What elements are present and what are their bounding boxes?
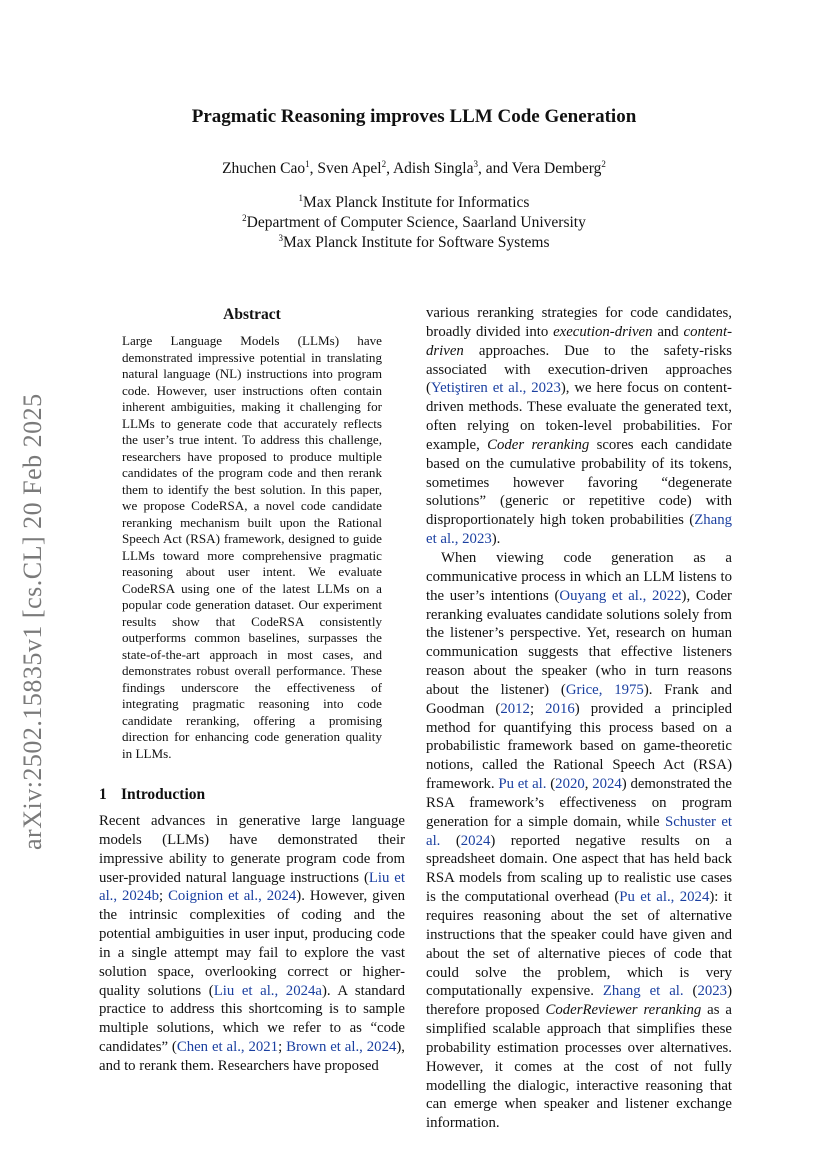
- author-name: Sven Apel: [317, 160, 382, 177]
- text-run: ). A standard practice to address this shortcoming is to sample multiple solutions, which we refer to as “code candidates” (: [99, 982, 405, 1056]
- abstract-heading: Abstract: [223, 306, 281, 323]
- intro-paragraph-1-part-a: [99, 812, 405, 1076]
- affiliation-list: [0, 193, 828, 253]
- author-name: Vera Demberg: [511, 160, 602, 177]
- citation-link[interactable]: Grice, 1975: [565, 681, 644, 698]
- citation-link[interactable]: Coignion et al., 2024: [168, 888, 297, 905]
- text-run: approaches. Due to the safety-risks associated with execution-driven approaches (: [426, 342, 732, 397]
- text-run: ;: [159, 888, 169, 905]
- text-run: ), Coder reranking evaluates candidate solutions solely from the listener’s perspective. Yet, research on human communication suggests that effective listeners reason about the speaker (who in turn reasons about the listener) (: [426, 587, 732, 698]
- text-run: and: [652, 323, 684, 340]
- text-run: ) reported negative results on a spreadsheet domain. One aspect that has held back RSA models from scaling up to realistic use cases is the computational overhead (: [426, 832, 732, 906]
- text-run: ,: [584, 776, 593, 793]
- citation-link[interactable]: 2016: [545, 700, 575, 717]
- affiliation-name: Department of Computer Science, Saarland University: [246, 214, 586, 231]
- left-column: [99, 306, 405, 1076]
- text-run: ), we here focus on content-driven methods. These evaluate the generated text, often relying on token-level probabilities. For example,: [426, 380, 732, 453]
- arxiv-identifier: arXiv:2502.15835v1 [cs.CL] 20 Feb 2025: [18, 393, 47, 850]
- text-run: ), and to rerank them. Researchers have proposed: [99, 1039, 406, 1074]
- text-run: ) provided a principled method for quantifying this process based on a probabilistic framework based on game-theoretic notions, called the Rational Speech Act (RSA) framework.: [426, 700, 733, 793]
- affiliation-mark: 2: [242, 213, 247, 223]
- emphasized-term: content-driven: [426, 323, 732, 359]
- citation-link[interactable]: Ouyang et al., 2022: [559, 587, 682, 604]
- affiliation-mark: 1: [298, 193, 304, 203]
- emphasized-term: execution-driven: [553, 323, 653, 340]
- emphasized-term: CoderReviewer reranking: [545, 1002, 702, 1019]
- citation-link[interactable]: Liu et al., 2024b: [99, 869, 405, 905]
- text-run: ): it requires reasoning about the set of alternative instructions that the speaker could have given and about the set of alternative pieces of code that could solve the problem, which is very computationally expensive.: [426, 889, 732, 1000]
- section-heading: [99, 786, 405, 804]
- text-run: various reranking strategies for code candidates, broadly divided into: [426, 305, 732, 340]
- citation-link[interactable]: Chen et al., 2021: [176, 1039, 279, 1056]
- author-name: Zhuchen Cao: [222, 160, 306, 177]
- abstract-text: Large Language Models (LLMs) have demonstrated impressive potential in translating natural language (NL) instructions into program code. However, user instructions often contain inherent ambiguities, making it challenging for LLMs to generate code that accurately reflects the user’s true intent. To address this challenge, researchers have proposed to produce multiple candidates of the program code and then rerank them to identify the best solution. In this paper, we propose CodeRSA, a novel code candidate reranking mechanism built upon the Rational Speech Act (RSA) framework, designed to guide LLMs toward more comprehensive pragmatic reasoning about user intent. We evaluate CodeRSA using one of the latest LLMs on a popular code generation dataset. Our experiment results show that CodeRSA consistently outperforms common baselines, surpasses the state-of-the-art approach in most cases, and demonstrates robust overall performance. These findings underscore the effectiveness of integrating pragmatic reasoning into code candidate reranking, offering a promising direction for enhancing code generation quality in LLMs.: [122, 333, 382, 761]
- author-affiliation-mark: 2: [601, 159, 606, 169]
- text-run: ) demonstrated the RSA framework’s effectiveness on program generation for a simple domain, while: [426, 776, 732, 830]
- text-run: (: [440, 832, 461, 849]
- author-affiliation-mark: 1: [305, 159, 310, 169]
- text-run: as a simplified scalable approach that simplifies these probability estimation processes over alternatives. However, it comes at the cost of not fully modelling the dialogic, interactive reasoning that can emerge when speaker and listener exchange information.: [426, 1002, 733, 1132]
- citation-link[interactable]: 2012: [500, 700, 530, 717]
- affiliation-line: [0, 213, 828, 233]
- author-affiliation-mark: 2: [381, 159, 387, 169]
- citation-link[interactable]: Yetiştiren et al., 2023: [430, 380, 561, 397]
- section-title: Introduction: [121, 786, 206, 803]
- section-number: 1: [99, 786, 107, 803]
- author-separator: ,: [309, 160, 318, 177]
- citation-link[interactable]: 2020: [555, 776, 585, 793]
- author-affiliation-mark: 3: [473, 159, 478, 169]
- text-run: ). However, given the intrinsic complexities of coding and the potential ambiguities in user input, producing code in a single attempt may fail to explore the vast solution space, overlooking correct or higher-quality solutions (: [99, 888, 405, 999]
- affiliation-name: Max Planck Institute for Informatics: [303, 194, 530, 211]
- paper-title: Pragmatic Reasoning improves LLM Code Generation: [191, 106, 637, 127]
- text-run: ;: [278, 1039, 287, 1056]
- affiliation-line: [0, 193, 828, 213]
- citation-link[interactable]: Zhang et al., 2023: [426, 512, 732, 548]
- text-run: Recent advances in generative large language models (LLMs) have demonstrated their impressive ability to generate program code from user-provided natural language instructions (: [99, 813, 405, 886]
- affiliation-line: [0, 233, 828, 253]
- text-run: ) therefore proposed: [426, 983, 732, 1019]
- citation-link[interactable]: Brown et al., 2024: [286, 1039, 397, 1056]
- author-name: Adish Singla: [392, 160, 474, 177]
- intro-paragraph-2: [426, 549, 732, 1133]
- citation-link[interactable]: Pu et al., 2024: [619, 889, 710, 906]
- citation-link[interactable]: Pu et al.: [498, 776, 547, 793]
- text-run: ).: [491, 531, 501, 548]
- text-run: ). Frank and Goodman (: [426, 681, 732, 717]
- text-run: scores each candidate based on the cumulative probability of its tokens, sometimes however favoring “degenerate solutions” (generic or repetitive code) with disproportionately high token probabilities (: [426, 436, 732, 529]
- text-run: When viewing code generation as a communicative process in which an LLM listens to the user’s intentions (: [426, 549, 732, 604]
- text-run: (: [683, 983, 698, 1000]
- text-run: ;: [529, 700, 546, 717]
- emphasized-term: Coder reranking: [487, 436, 590, 453]
- citation-link[interactable]: Schuster et al.: [426, 813, 733, 849]
- citation-link[interactable]: Liu et al., 2024a: [213, 982, 322, 999]
- citation-link[interactable]: Zhang et al.: [602, 983, 684, 1000]
- affiliation-mark: 3: [278, 233, 283, 243]
- citation-link[interactable]: 2024: [592, 776, 622, 793]
- text-run: (: [546, 776, 556, 793]
- author-list: [0, 160, 828, 178]
- citation-link[interactable]: 2024: [460, 832, 491, 849]
- intro-paragraph-1-part-b: [426, 304, 732, 549]
- citation-link[interactable]: 2023: [697, 983, 728, 1000]
- affiliation-name: Max Planck Institute for Software Systems: [283, 234, 550, 251]
- author-separator: ,: [386, 160, 393, 177]
- author-separator: , and: [478, 160, 512, 177]
- right-column: [426, 304, 732, 1133]
